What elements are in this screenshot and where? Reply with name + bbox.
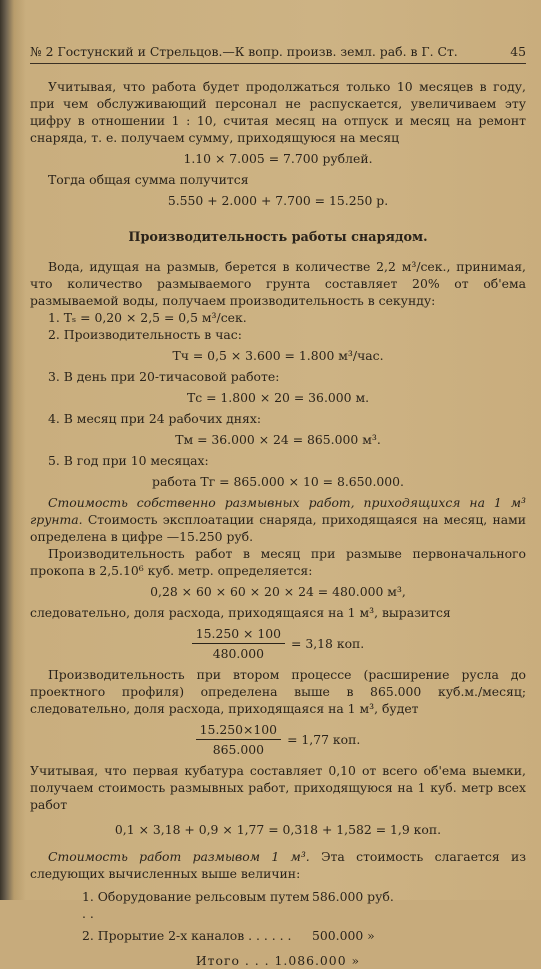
header-title: № 2 Гостунский и Стрельцов.—К вопр. произв. земл. раб. в Г. Ст.	[30, 44, 458, 59]
formula-2: 5.550 + 2.000 + 7.700 = 15.250 р.	[167, 193, 389, 208]
step-5: 5. В год при 10 месяцах:	[48, 453, 209, 468]
fraction-2	[30, 721, 526, 758]
list-item	[30, 927, 526, 944]
step-4: 4. В месяц при 24 рабочих днях:	[48, 411, 262, 426]
page-content	[30, 44, 526, 969]
formula-7: 0,28 × 60 × 60 × 20 × 24 = 480.000 м³,	[150, 584, 406, 599]
paragraph-6: следовательно, доля расхода, приходящаяся на 1 м³, выразится	[30, 605, 451, 620]
fraction-2-denominator: 865.000	[212, 742, 264, 757]
page-number: 45	[510, 44, 526, 59]
formula-8: 0,1 × 3,18 + 0,9 × 1,77 = 0,318 + 1,582 = 1,9 коп.	[114, 822, 442, 837]
running-header	[30, 44, 526, 64]
paragraph-4	[30, 494, 526, 545]
paragraph-3: Вода, идущая на размыв, берется в количестве 2,2 м³/сек., принимая, что количество размываемого грунта составляет 20% от об'ема размываемой воды, получаем производительность в секунду:	[30, 259, 526, 308]
list-item-label: 1. Оборудование рельсовым путем . .	[82, 889, 310, 921]
paragraph-5: Производительность работ в месяц при размыве первоначального прокопа в 2,5.10⁶ куб. метр. определяется:	[30, 546, 526, 578]
step-1: 1. Тₛ = 0,20 × 2,5 = 0,5 м³/сек.	[48, 310, 247, 325]
formula-hourly: Тч = 0,5 × 3.600 = 1.800 м³/час.	[172, 348, 384, 363]
fraction-2-body	[196, 721, 281, 758]
fraction-1-numerator: 15.250 × 100	[192, 625, 285, 644]
fraction-1	[30, 625, 526, 662]
paragraph-9-rest: Эта стоимость слагается из следующих вычисленных выше величин:	[30, 849, 526, 881]
section-heading: Производительность работы снарядом.	[128, 230, 428, 245]
paragraph-9-italic: Стоимость работ размывом 1 м³.	[48, 849, 310, 864]
formula-yearly: работа Тг = 865.000 × 10 = 8.650.000.	[152, 474, 404, 489]
formula-1: 1.10 × 7.005 = 7.700 рублей.	[183, 151, 373, 166]
cost-list	[30, 888, 526, 944]
paragraph-4-italic: Стоимость собственно размывных работ, приходящихся на 1 м³ грунта.	[30, 495, 526, 527]
step-2: 2. Производительность в час:	[48, 327, 242, 342]
paragraph-9	[30, 848, 526, 882]
formula-daily: Тс = 1.800 × 20 = 36.000 м.	[186, 390, 370, 405]
fraction-1-body	[192, 625, 285, 662]
fraction-2-numerator: 15.250×100	[196, 721, 281, 740]
fraction-1-result: = 3,18 коп.	[291, 636, 365, 651]
fraction-2-result: = 1,77 коп.	[287, 732, 361, 747]
paragraph-2: Тогда общая сумма получится	[48, 172, 249, 187]
paragraph-1: Учитывая, что работа будет продолжаться только 10 месяцев в году, при чем обслуживающий персонал не распускается, увеличиваем эту цифру в отношении 1 : 10, считая месяц на отпуск и месяц на ремонт снаряда, т. е. получаем сумму, приходящуюся на месяц	[30, 79, 526, 145]
list-item-value: 500.000 »	[312, 928, 375, 943]
formula-monthly: Тм = 36.000 × 24 = 865.000 м³.	[175, 432, 381, 447]
fraction-1-denominator: 480.000	[212, 646, 264, 661]
list-item-label: 2. Прорытие 2-х каналов . . . . . .	[82, 928, 292, 943]
paragraph-7: Производительность при втором процессе (расширение русла до проектного профиля) определена выше в 865.000 куб.м./месяц; следовательно, доля расхода, приходящаяся на 1 м³, будет	[30, 667, 526, 716]
total-line: Итого . . . 1.086.000 »	[195, 953, 361, 968]
list-item	[30, 888, 526, 922]
step-3: 3. В день при 20-тичасовой работе:	[48, 369, 280, 384]
paragraph-4-rest: Стоимость эксплоатации снаряда, приходящаяся на месяц, нами определена в цифре —15.250 руб.	[30, 512, 526, 544]
list-item-value: 586.000 руб.	[312, 889, 394, 904]
paragraph-8: Учитывая, что первая кубатура составляет 0,10 от всего об'ема выемки, получаем стоимость размывных работ, приходящуюся на 1 куб. метр всех работ	[30, 763, 526, 812]
